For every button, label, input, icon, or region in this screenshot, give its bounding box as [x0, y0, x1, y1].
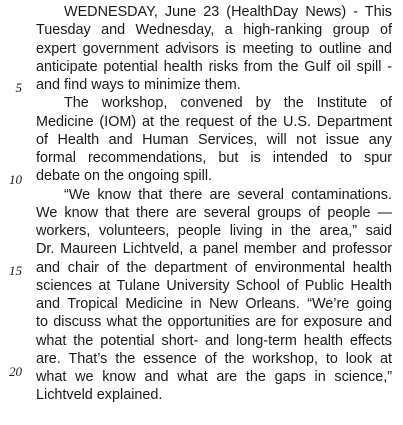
text-line: Tuesday and Wednesday, a high-ranking group of	[36, 22, 392, 39]
text-line: The workshop, convened by the Institute of	[64, 95, 392, 112]
article-body	[36, 3, 392, 405]
line-number: 20	[9, 364, 22, 379]
text-line: what we know and what are the gaps in science,”	[36, 369, 392, 385]
text-line: and Tropical Medicine in New Orleans. “We’re going	[36, 296, 392, 312]
line-number: 5	[15, 80, 22, 95]
text-line: formal recommendations, but is intended to spur	[36, 150, 392, 166]
text-line: Lichtveld explained.	[36, 387, 163, 404]
text-line: We know that there are several groups of people —	[36, 204, 392, 221]
text-line: Dr. Maureen Lichtveld, a panel member and professor	[36, 241, 392, 258]
text-line: and chair of the department of environmental health	[36, 259, 392, 276]
line-number: 15	[9, 263, 22, 278]
text-line: workers, volunteers, people living in the area,” said	[36, 223, 392, 239]
text-line: anticipate potential health risks from the Gulf oil spill -	[36, 58, 392, 75]
text-line: of Health and Human Services, will not issue any	[36, 131, 392, 148]
text-line: are. That’s the essence of the workshop, to look at	[36, 350, 392, 367]
text-line: sciences at Tulane University School of Public Health	[36, 277, 392, 294]
text-line: “We know that there are several contaminations.	[64, 186, 392, 203]
text-line: WEDNESDAY, June 23 (HealthDay News) - This	[64, 4, 392, 20]
text-line: debate on the ongoing spill.	[36, 168, 213, 185]
line-number: 10	[9, 172, 22, 187]
text-line: Medicine (IOM) at the request of the U.S. Department	[36, 113, 392, 130]
text-line: and find ways to minimize them.	[36, 77, 241, 93]
text-line: expert government advisors is meeting to outline and	[36, 40, 392, 57]
text-line: what the potential short- and long-term health effects	[36, 332, 392, 349]
text-line: to discuss what the opportunities are for exposure and	[36, 314, 392, 331]
